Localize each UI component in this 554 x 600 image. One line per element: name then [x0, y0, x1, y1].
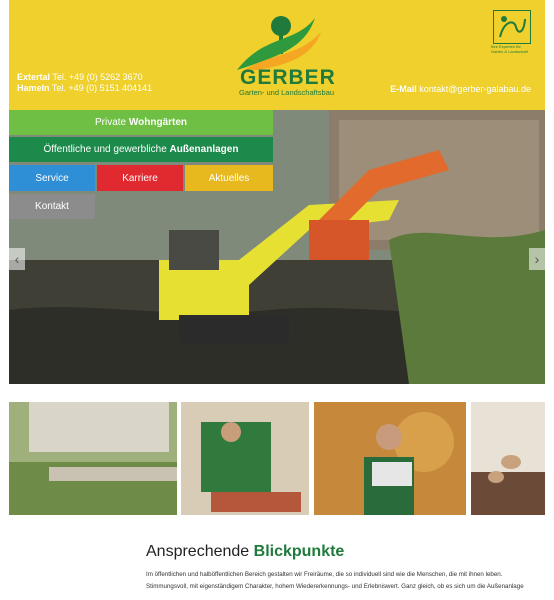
contact-email[interactable]: E-Mail kontakt@gerber-galabau.de — [390, 84, 531, 94]
gallery-image-man-newspaper[interactable] — [314, 402, 466, 515]
image-gallery — [9, 402, 545, 515]
gallery-image-bulbs[interactable] — [471, 402, 545, 515]
brand-subtitle: Garten- und Landschaftsbau — [239, 88, 335, 97]
contact-phones — [17, 72, 152, 94]
section-body — [146, 569, 546, 593]
nav-item-aussenanlagen[interactable]: Öffentliche und gewerbliche Außenanlagen — [9, 137, 273, 162]
chevron-left-icon[interactable]: ‹ — [9, 248, 25, 270]
contact-hameln: Hameln Tel. +49 (0) 5151 404141 — [17, 83, 153, 93]
nav-item-service[interactable]: Service — [9, 165, 95, 191]
site-header — [9, 0, 545, 110]
nav-item-kontakt[interactable]: Kontakt — [9, 194, 95, 219]
section-title: Ansprechende Blickpunkte — [146, 543, 345, 560]
award-text: Ihre Experten für Garten & Landschaft — [491, 44, 528, 54]
chevron-right-icon[interactable]: › — [529, 248, 545, 270]
nav-item-wohngaerten[interactable]: Private Wohngärten — [9, 110, 273, 135]
contact-extertal: Extertal Tel. +49 (0) 5262 3670 — [17, 72, 143, 82]
body-line-1: Im öffentlichen und halböffentlichen Bereich gestalten wir Freiräume, die so individuell sind wie die Menschen, die mit ihnen leben. — [146, 571, 503, 578]
hero-slider — [9, 110, 545, 384]
body-line-2: Stimmungsvoll, mit eigenständigem Charakter, hohem Wiedererkennungs- und Erlebniswert. Ganz gleich, ob es sich um die Außenanlage — [146, 583, 524, 590]
brand-name: GERBER — [240, 66, 336, 89]
award-badge-icon — [493, 10, 531, 44]
nav-item-karriere[interactable]: Karriere — [97, 165, 183, 191]
nav-item-aktuelles[interactable]: Aktuelles — [185, 165, 273, 191]
gallery-image-paving[interactable] — [181, 402, 309, 515]
gallery-image-garden[interactable] — [9, 402, 177, 515]
